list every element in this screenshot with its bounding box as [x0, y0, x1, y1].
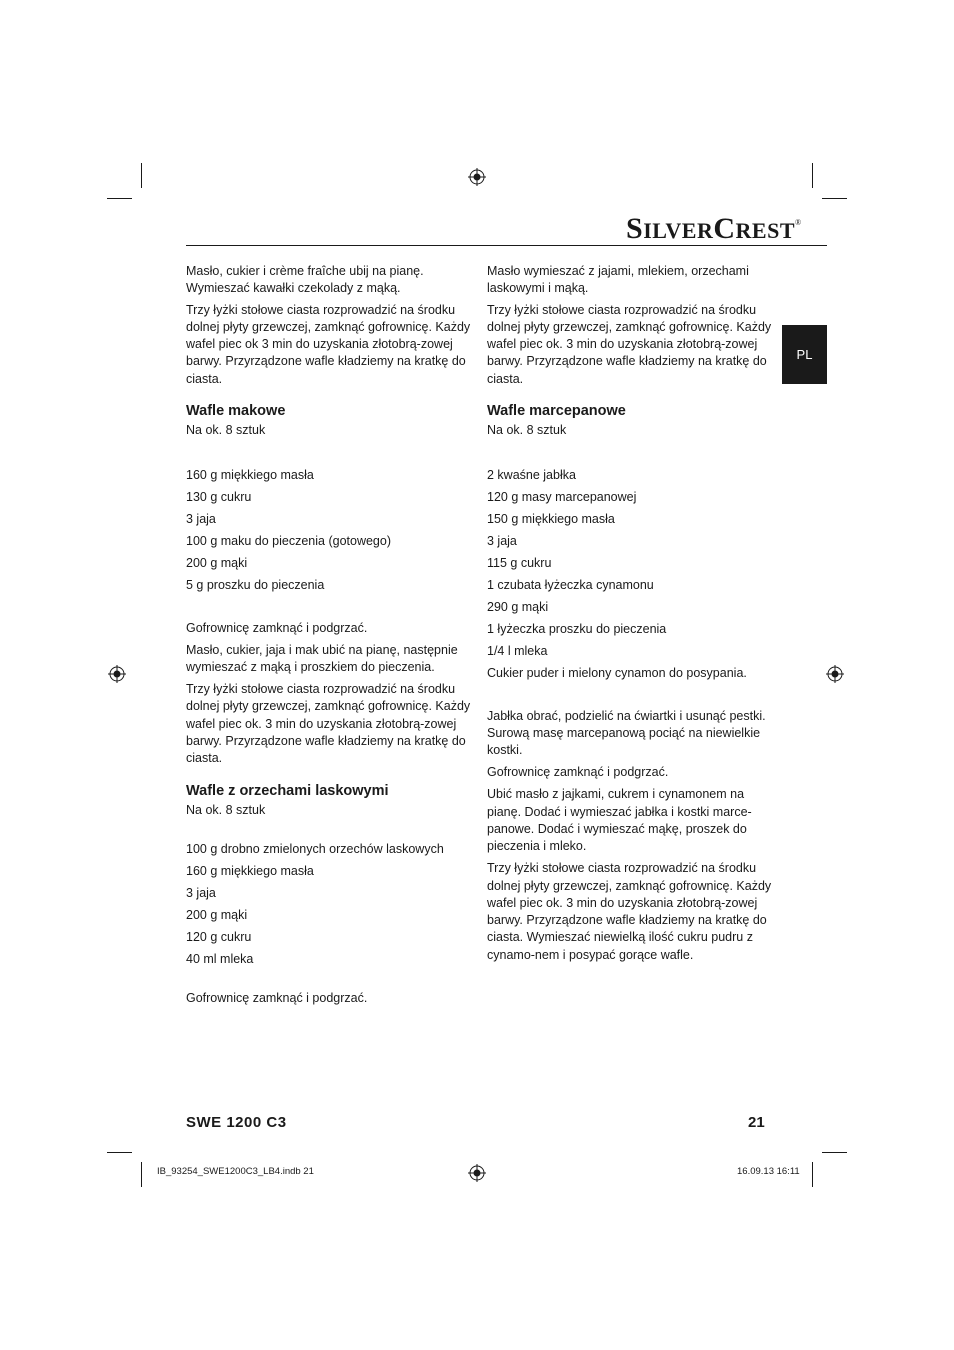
instruction-list	[186, 990, 471, 1007]
recipe-yield: Na ok. 8 sztuk	[487, 423, 567, 438]
registration-mark-icon	[826, 665, 844, 683]
instruction-step: Gofrownicę zamknąć i podgrzać.	[186, 620, 368, 635]
recipe-title: Wafle z orzechami laskowymi	[186, 782, 389, 799]
ingredient-item: 115 g cukru	[487, 555, 552, 570]
instruction-list	[186, 620, 471, 768]
ingredient-item: 3 jaja	[186, 886, 216, 901]
recipe-title: Wafle marcepanowe	[487, 403, 626, 420]
instruction-step: Jabłka obrać, podzielić na ćwiartki i usunąć pestki. Surową masę marcepanową pociąć na niewielkie kostki.	[487, 708, 766, 758]
ingredient-item: 3 jaja	[186, 511, 216, 526]
instruction-list	[487, 708, 772, 964]
ingredient-item: 160 g miękkiego masła	[186, 467, 314, 482]
ingredient-item: 1 czubata łyżeczka cynamonu	[487, 577, 654, 592]
ingredient-item: 130 g cukru	[186, 489, 252, 504]
print-slug-file: IB_93254_SWE1200C3_LB4.indb 21	[157, 1166, 314, 1177]
crop-mark	[107, 198, 132, 199]
ingredient-list	[186, 467, 471, 594]
brand-logo: SILVERCREST®	[626, 212, 802, 245]
right-column	[487, 263, 772, 964]
page-number: 21	[748, 1114, 765, 1131]
instruction-step: Masło, cukier, jaja i mak ubić na pianę, następnie wymieszać z mąką i proszkiem do pieczenia.	[186, 642, 458, 675]
ingredient-item: 100 g drobno zmielonych orzechów laskowych	[186, 842, 444, 857]
recipe-yield: Na ok. 8 sztuk	[186, 802, 266, 817]
ingredient-item: 40 ml mleka	[186, 952, 254, 967]
ingredient-item: 1 łyżeczka proszku do pieczenia	[487, 621, 667, 636]
instruction-step: Gofrownicę zamknąć i podgrzać.	[487, 765, 669, 780]
crop-mark	[141, 1162, 142, 1187]
ingredient-item: 160 g miękkiego masła	[186, 864, 314, 879]
ingredient-list	[186, 841, 471, 968]
language-tab-label: PL	[796, 347, 813, 362]
model-number: SWE 1200 C3	[186, 1114, 287, 1131]
paragraph: Masło, cukier i crème fraîche ubij na pianę. Wymieszać kawałki czekolady z mąką.	[186, 264, 424, 296]
crop-mark	[812, 163, 813, 188]
instruction-step: Gofrownicę zamknąć i podgrzać.	[186, 991, 368, 1006]
crop-mark	[822, 198, 847, 199]
instruction-step: Ubić masło z jajkami, cukrem i cynamonem na pianę. Dodać i wymieszać jabłka i kostki marce-panowe. Dodać i wymieszać mąkę, proszek do pieczenia i mleko.	[487, 787, 752, 854]
ingredient-item: 150 g miękkiego masła	[487, 511, 615, 526]
ingredient-item: 200 g mąki	[186, 555, 248, 570]
paragraph: Masło wymieszać z jajami, mlekiem, orzechami laskowymi i mąką.	[487, 264, 749, 296]
recipe-title: Wafle makowe	[186, 403, 286, 420]
header-rule	[186, 245, 827, 246]
crop-mark	[107, 1152, 132, 1153]
ingredient-item: 1/4 l mleka	[487, 643, 548, 658]
ingredient-item: 200 g mąki	[186, 908, 248, 923]
ingredient-list	[487, 467, 772, 682]
instruction-step: Trzy łyżki stołowe ciasta rozprowadzić na środku dolnej płyty grzewczej, zamknąć gofrownicę. Każdy wafel piec ok. 3 min do uzyskania złotobrą-zowej barwy. Przyrządzone wafle kładziemy na kratkę do ciasta. Wymieszać niewielką ilość cukru pudru z cynamo-nem i posypać gorące wafle.	[487, 861, 772, 962]
crop-mark	[822, 1152, 847, 1153]
ingredient-item: 100 g maku do pieczenia (gotowego)	[186, 533, 391, 548]
print-slug-date: 16.09.13 16:11	[737, 1166, 800, 1177]
paragraph: Trzy łyżki stołowe ciasta rozprowadzić na środku dolnej płyty grzewczej, zamknąć gofrownicę. Każdy wafel piec ok. 3 min do uzyskania złotobrą-zowej barwy. Przyrządzone wafle kładziemy na kratkę do ciasta.	[487, 302, 772, 386]
paragraph: Trzy łyżki stołowe ciasta rozprowadzić na środku dolnej płyty grzewczej, zamknąć gofrownicę. Każdy wafel piec ok 3 min do uzyskania złotobrą-zowej barwy. Przyrządzone wafle kładziemy na kratkę do ciasta.	[186, 302, 471, 386]
crop-mark	[141, 163, 142, 188]
ingredient-item: 120 g masy marcepanowej	[487, 489, 637, 504]
registration-mark-icon	[468, 168, 486, 186]
ingredient-item: 290 g mąki	[487, 599, 549, 614]
ingredient-item: 3 jaja	[487, 533, 517, 548]
ingredient-item: Cukier puder i mielony cynamon do posypania.	[487, 665, 747, 680]
language-tab	[782, 325, 827, 384]
ingredient-item: 5 g proszku do pieczenia	[186, 577, 325, 592]
recipe-yield: Na ok. 8 sztuk	[186, 423, 266, 438]
ingredient-item: 120 g cukru	[186, 930, 252, 945]
left-column	[186, 263, 471, 1008]
registration-mark-icon	[108, 665, 126, 683]
ingredient-item: 2 kwaśne jabłka	[487, 467, 576, 482]
registration-mark-icon	[468, 1164, 486, 1182]
crop-mark	[812, 1162, 813, 1187]
instruction-step: Trzy łyżki stołowe ciasta rozprowadzić na środku dolnej płyty grzewczej, zamknąć gofrownicę. Każdy wafel piec ok. 3 min do uzyskania złotobrą-zowej barwy. Przyrządzone wafle kładziemy na kratkę do ciasta.	[186, 682, 471, 766]
